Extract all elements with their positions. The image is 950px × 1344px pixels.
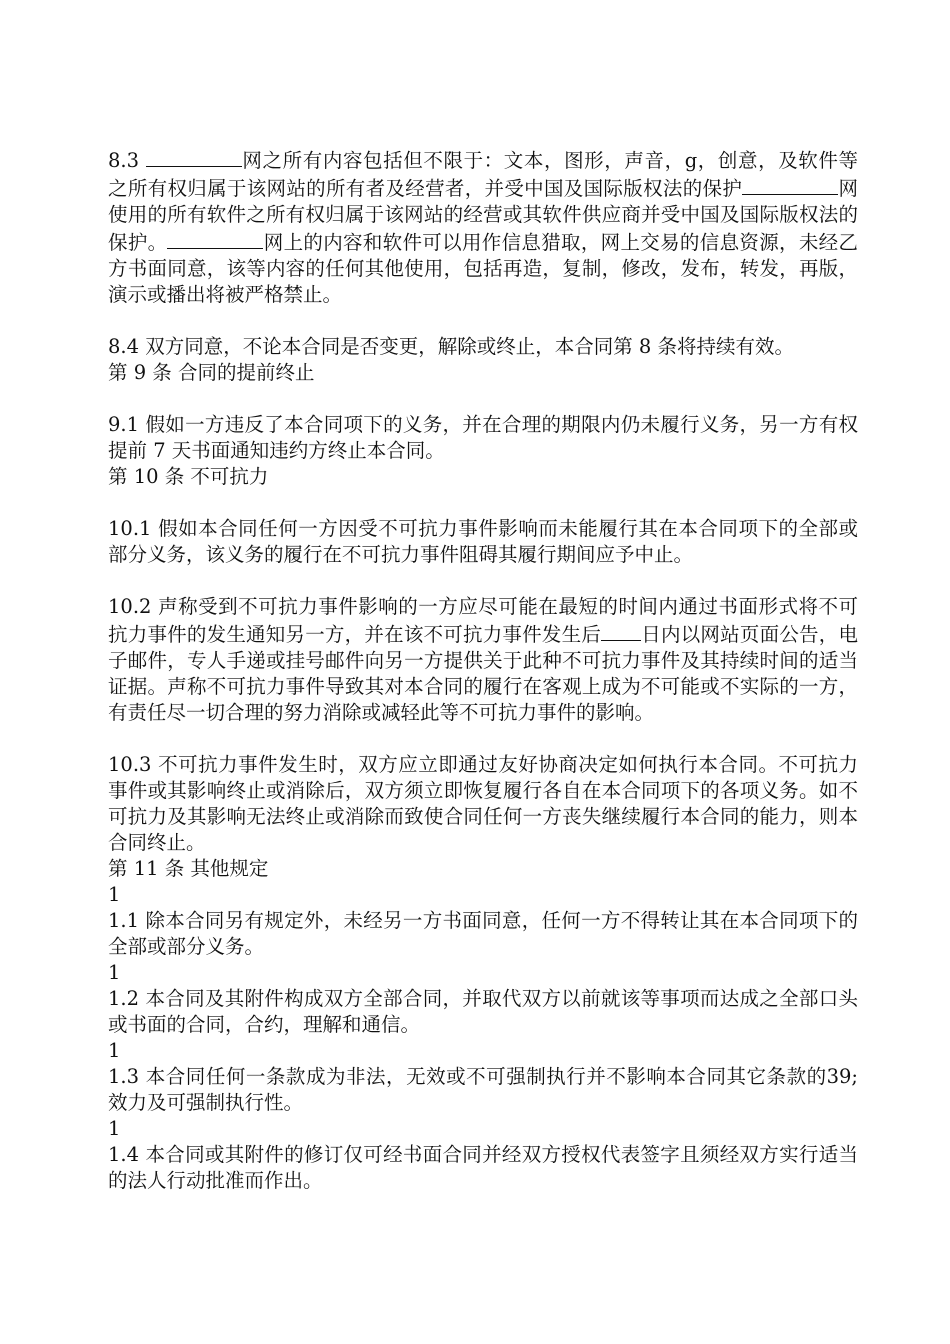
clause-11-1: 1.1 除本合同另有规定外，未经另一方书面同意，任何一方不得转让其在本合同项下的全部或部分义务。 — [108, 909, 858, 958]
paragraph-gap — [108, 386, 858, 412]
clause-8-3 — [108, 146, 858, 308]
blank-field — [167, 228, 263, 249]
blank-field — [146, 146, 242, 167]
clause-11-2: 1.2 本合同及其附件构成双方全部合同，并取代双方以前就该等事项而达成之全部口头或书面的合同，合约，理解和通信。 — [108, 987, 858, 1036]
clause-marker: 1 — [108, 1117, 121, 1140]
document-page — [108, 146, 858, 1194]
clause-8-4: 8.4 双方同意，不论本合同是否变更，解除或终止，本合同第 8 条将持续有效。 — [108, 335, 795, 358]
blank-field — [601, 620, 641, 641]
clause-10-2-text-1: 10.2 声称受到不可抗力事件影响的一方应尽可能在最短的时间内通过书面形式将不可抗力事件的发生通知另一方，并在该不可抗力事件发生后 — [108, 595, 858, 646]
clause-marker: 1 — [108, 1039, 121, 1062]
clause-10-2 — [108, 594, 858, 726]
clause-11-3: 1.3 本合同任何一条款成为非法，无效或不可强制执行并不影响本合同其它条款的39;效力及可强制执行性。 — [108, 1065, 858, 1114]
paragraph-gap — [108, 726, 858, 752]
clause-10-1: 10.1 假如本合同任何一方因受不可抗力事件影响而未能履行其在本合同项下的全部或部分义务，该义务的履行在不可抗力事件阻碍其履行期间应予中止。 — [108, 517, 858, 566]
clause-9-1: 9.1 假如一方违反了本合同项下的义务，并在合理的期限内仍未履行义务，另一方有权提前 7 天书面通知违约方终止本合同。 — [108, 413, 858, 462]
clause-8-3-text-3: 网上的内容和软件可以用作信息猎取，网上交易的信息资源，未经乙方书面同意，该等内容的任何其他使用，包括再造，复制，修改，发布，转发，再版，演示或播出将被严格禁止。 — [108, 231, 858, 306]
clause-10-3: 10.3 不可抗力事件发生时，双方应立即通过友好协商决定如何执行本合同。不可抗力事件或其影响终止或消除后，双方须立即恢复履行各自在本合同项下的各项义务。如不可抗力及其影响无法终止或消除而致使合同任何一方丧失继续履行本合同的能力，则本合同终止。 — [108, 753, 858, 854]
clause-10-2-text-2: 日内以网站页面公告，电子邮件，专人手递或挂号邮件向另一方提供关于此种不可抗力事件及其持续时间的适当证据。声称不可抗力事件导致其对本合同的履行在客观上成为不可能或不实际的一方，有责任尽一切合理的努力消除或减轻此等不可抗力事件的影响。 — [108, 623, 858, 724]
blank-field — [742, 174, 838, 195]
clause-8-3-text-2: 网使用的所有软件之所有权归属于该网站的经营或其软件供应商并受中国及国际版权法的保护。 — [108, 177, 858, 254]
paragraph-gap — [108, 490, 858, 516]
paragraph-gap — [108, 308, 858, 334]
article-9-heading: 第 9 条 合同的提前终止 — [108, 361, 315, 384]
clause-8-3-number: 8.3 — [108, 149, 146, 172]
clause-marker: 1 — [108, 883, 121, 906]
paragraph-gap — [108, 568, 858, 594]
article-10-heading: 第 10 条 不可抗力 — [108, 465, 269, 488]
clause-11-4: 1.4 本合同或其附件的修订仅可经书面合同并经双方授权代表签字且须经双方实行适当的法人行动批准而作出。 — [108, 1143, 858, 1192]
clause-8-3-text-1: 网之所有内容包括但不限于：文本，图形，声音，g，创意，及软件等之所有权归属于该网站的所有者及经营者，并受中国及国际版权法的保护 — [108, 149, 859, 200]
article-11-heading: 第 11 条 其他规定 — [108, 857, 269, 880]
clause-marker: 1 — [108, 961, 121, 984]
